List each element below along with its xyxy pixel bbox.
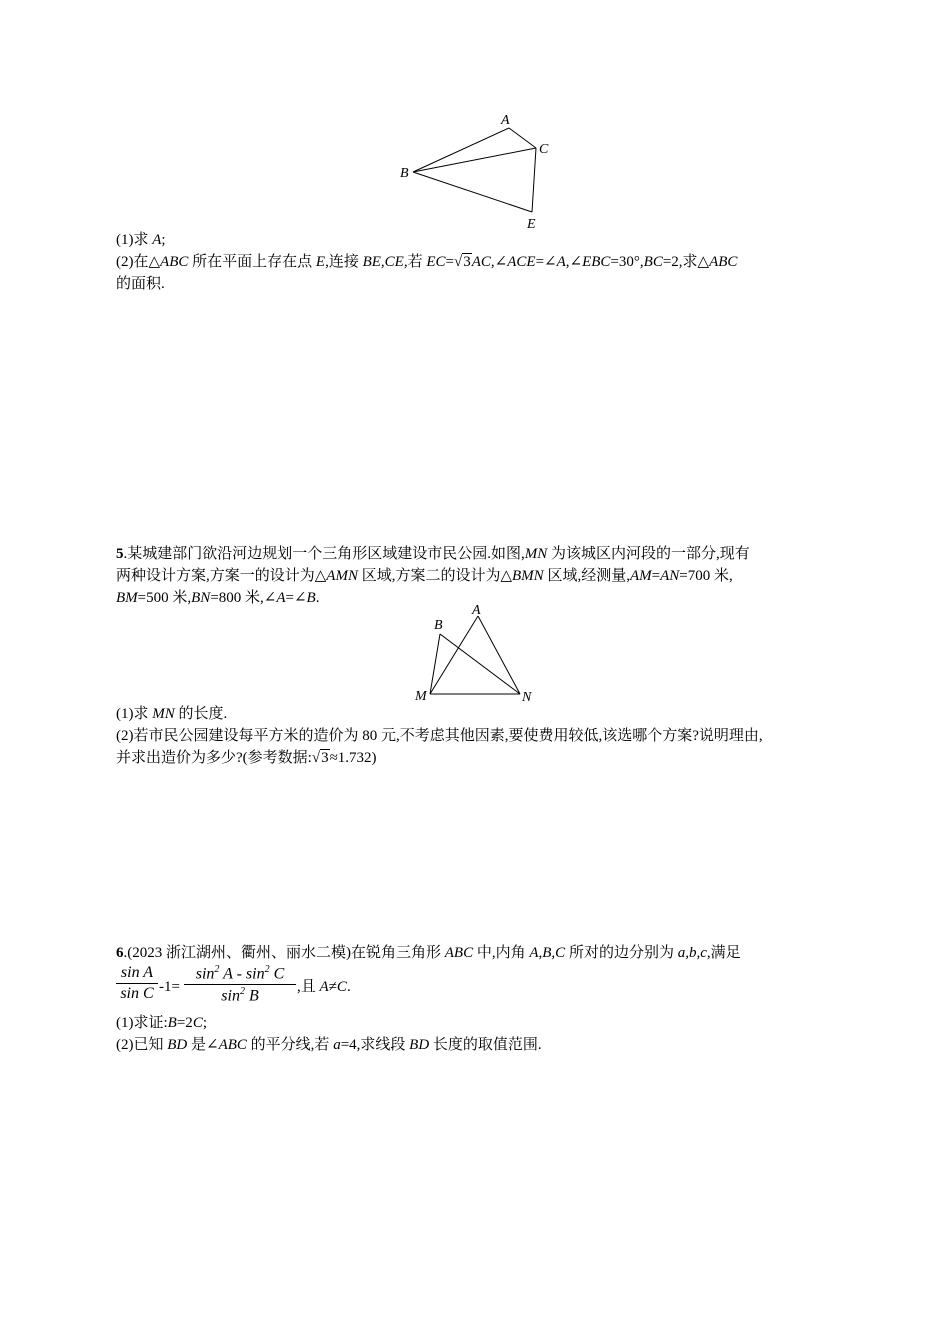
text: sin: [221, 987, 240, 1005]
text: (2)若市民公园建设每平方米的造价为 80 元,不考虑其他因素,要使费用较低,该选哪个方案?说明理由,: [116, 728, 763, 744]
fraction-numerator: [184, 964, 296, 983]
segment-ba: [413, 128, 509, 172]
problem4-part2-line2: [116, 274, 165, 294]
problem6-line1: [116, 943, 741, 963]
text: ,∠: [565, 254, 583, 270]
label-a: A: [472, 603, 481, 618]
text: 3: [321, 750, 329, 766]
segment-an: [478, 616, 520, 694]
text: B: [306, 590, 316, 606]
text: MN: [152, 706, 175, 722]
text: (2)已知: [116, 1037, 168, 1053]
text: ,∠: [490, 254, 508, 270]
problem5-line1: [116, 544, 750, 564]
text: ABC: [709, 254, 738, 270]
text: ACE: [507, 254, 536, 270]
text: ABC: [160, 254, 189, 270]
text: =2,求△: [662, 254, 710, 270]
segment-be: [413, 172, 532, 212]
problem6-part1: [116, 1013, 207, 1033]
text: A: [556, 254, 566, 270]
triangle-abmn-figure: [410, 600, 540, 704]
segment-bn: [440, 634, 520, 694]
text: (2)在△: [116, 254, 161, 270]
text: BM: [116, 590, 138, 606]
label-n: N: [522, 690, 532, 704]
text: ,连接: [325, 254, 363, 270]
problem4-part1: [116, 230, 166, 250]
fraction-denominator: sin C: [120, 985, 154, 1002]
text: (1)求: [116, 706, 153, 722]
text: (1)求: [116, 232, 153, 248]
text: ≈1.732): [329, 750, 377, 766]
text: EBC: [582, 254, 611, 270]
text: ;: [161, 232, 166, 248]
text: 区域,方案二的设计为△: [357, 568, 513, 584]
condition: [297, 977, 351, 997]
segment-ac: [509, 128, 536, 148]
text: 为该城区内河段的一部分,现有: [547, 546, 750, 562]
text: 中,内角: [473, 945, 530, 961]
text: .某城建部门欲沿河边规划一个三角形区域建设市民公园.如图,: [123, 546, 525, 562]
fraction-sin-squared: [184, 964, 296, 1006]
text: 的长度.: [174, 706, 228, 722]
text: =500 米,: [137, 590, 192, 606]
text: BMN: [512, 568, 544, 584]
text: a,b,c: [677, 945, 707, 961]
text: =30°,: [610, 254, 644, 270]
text: ≠: [328, 979, 337, 995]
text: 所在平面上存在点: [188, 254, 316, 270]
text: 2: [239, 986, 245, 998]
text: A: [152, 232, 162, 248]
text: AMN: [326, 568, 358, 584]
text: 2: [264, 964, 270, 975]
problem5-part2-line2: [116, 748, 377, 768]
text: A: [319, 979, 329, 995]
text: BC: [643, 254, 663, 270]
text: ,满足: [706, 945, 741, 961]
text: BD: [409, 1037, 430, 1053]
problem5-part2: [116, 726, 763, 746]
text: MN: [524, 546, 548, 562]
text: A - sin: [219, 965, 265, 983]
text: BE,CE: [362, 254, 404, 270]
sqrt-symbol: √3: [311, 750, 329, 766]
label-c: C: [539, 142, 549, 157]
text: =: [445, 254, 454, 270]
text: =800 米,∠: [210, 590, 277, 606]
label-m: M: [415, 689, 427, 704]
text: =4,求线段: [340, 1037, 410, 1053]
problem-number: 5: [116, 546, 124, 562]
segment-bc: [413, 148, 536, 172]
text: AM: [629, 568, 652, 584]
sqrt-symbol: √3: [453, 254, 471, 270]
text: =2: [176, 1015, 193, 1031]
text: ;: [202, 1015, 207, 1031]
text: E: [315, 254, 326, 270]
text: C: [336, 979, 347, 995]
fraction-bar: [116, 983, 158, 984]
problem4-part2: [116, 252, 737, 272]
problem5-line2: [116, 566, 733, 586]
text: a: [333, 1037, 341, 1053]
text: BN: [191, 590, 211, 606]
text: C: [192, 1015, 203, 1031]
fraction-bar: [184, 984, 296, 985]
text: ABC: [218, 1037, 247, 1053]
text: -1=: [159, 979, 180, 995]
text: 区域,经测量,: [543, 568, 630, 584]
text: ,且: [297, 979, 320, 995]
text: =: [651, 568, 661, 584]
text: 2: [214, 964, 220, 975]
text: .(2023 浙江湖州、衢州、丽水二模)在锐角三角形: [123, 945, 445, 961]
segment-ce: [532, 148, 536, 212]
problem-number: 6: [116, 945, 124, 961]
problem5-line3: [116, 588, 319, 608]
text: 3: [463, 254, 471, 270]
fraction-numerator: sin A: [120, 964, 154, 981]
text: 的面积.: [116, 276, 165, 292]
text: =700 米,: [679, 568, 733, 584]
text: 是∠: [187, 1037, 219, 1053]
text: sin: [195, 965, 215, 983]
problem5-part1: [116, 704, 227, 724]
text: EC: [426, 254, 446, 270]
triangle-abce-figure: [395, 108, 560, 233]
text: B: [167, 1015, 177, 1031]
minus-one: [159, 977, 180, 997]
problem6-part2: [116, 1035, 542, 1055]
text: 并求出造价为多少?(参考数据:: [116, 750, 312, 766]
text: 长度的取值范围.: [429, 1037, 542, 1053]
text: A,B,C: [529, 945, 566, 961]
text: ,若: [403, 254, 427, 270]
text: .: [346, 979, 351, 995]
text: =∠: [535, 254, 557, 270]
label-b: B: [434, 618, 443, 633]
text: 两种设计方案,方案一的设计为△: [116, 568, 327, 584]
text: B: [244, 987, 259, 1005]
text: AN: [660, 568, 680, 584]
text: 的平分线,若: [246, 1037, 334, 1053]
text: BD: [167, 1037, 188, 1053]
text: =∠: [285, 590, 307, 606]
text: AC: [471, 254, 491, 270]
text: C: [269, 965, 285, 983]
text: ABC: [444, 945, 474, 961]
label-b: B: [400, 166, 409, 181]
label-a: A: [501, 113, 510, 128]
text: .: [315, 590, 320, 606]
text: A: [276, 590, 286, 606]
text: (1)求证:: [116, 1015, 168, 1031]
text: 所对的边分别为: [565, 945, 678, 961]
fraction-sinA-sinC: [116, 964, 158, 1003]
fraction-denominator: [184, 986, 296, 1005]
label-e: E: [527, 217, 536, 232]
